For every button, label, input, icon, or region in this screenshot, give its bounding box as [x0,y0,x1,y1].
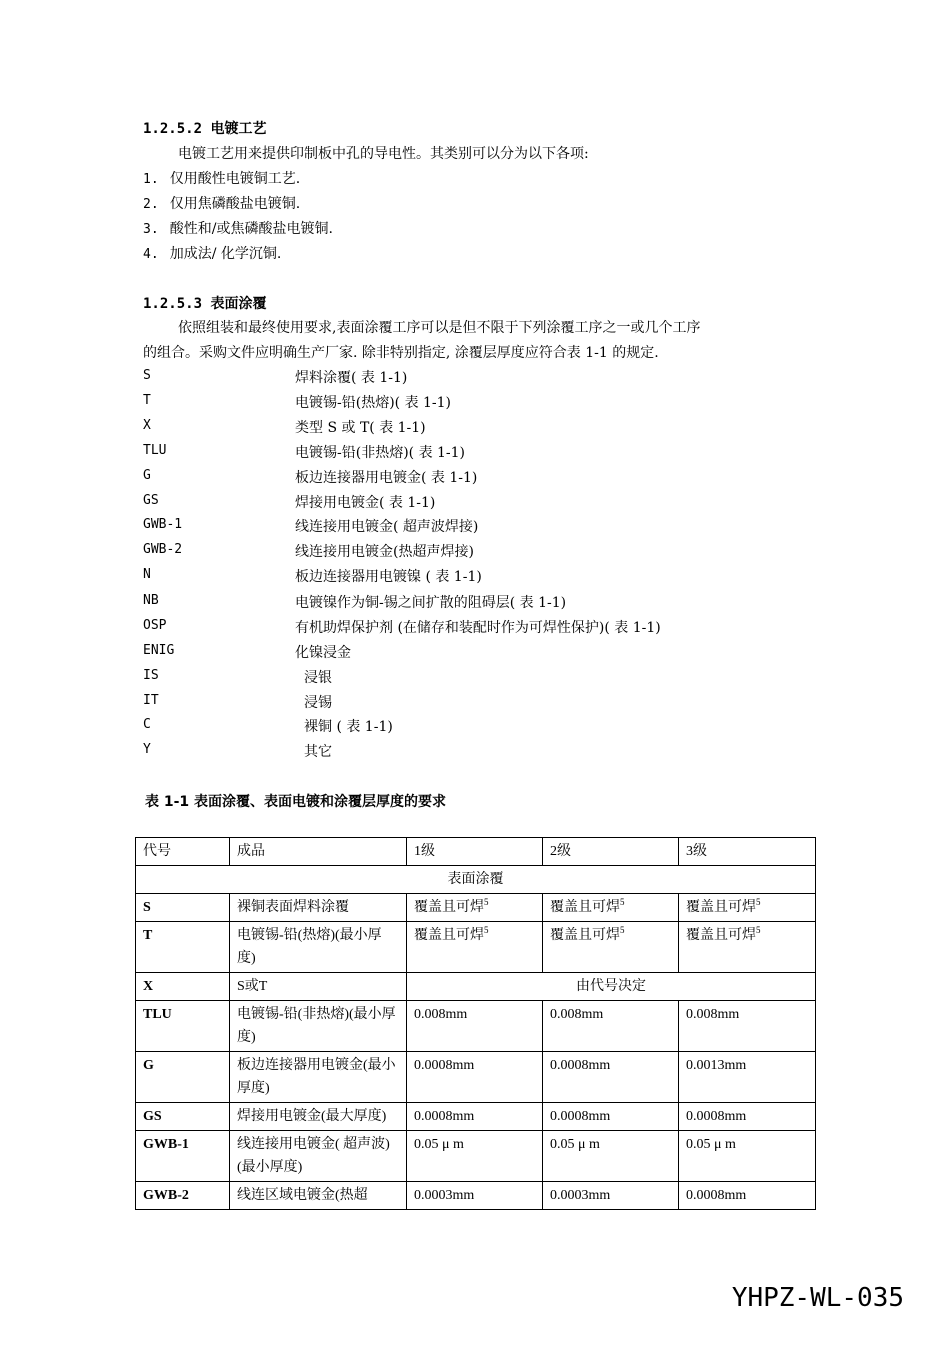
list-item: 2. 仅用焦磷酸盐电镀铜. [143,196,301,212]
code-label: S [143,368,151,383]
code-description: 浸银 [304,670,332,686]
code-label: C [143,717,151,732]
code-description: 类型 S 或 T( 表 1-1) [295,420,426,436]
class1-cell: 0.0003mm [407,1182,543,1210]
code-label: G [143,468,151,483]
code-description: 电镀镍作为铜-锡之间扩散的阻碍层( 表 1-1) [295,595,567,611]
class1-cell: 覆盖且可焊$^5$ [407,922,543,973]
class1-cell: 覆盖且可焊$^5$ [407,894,543,922]
code-label: NB [143,593,159,608]
code-label: OSP [143,618,167,633]
code-label: T [143,393,151,408]
header-cell: 3级 [679,838,816,866]
code-description: 焊接用电镀金( 表 1-1) [295,495,436,511]
section-title: 电镀工艺 [210,121,267,137]
code-label: IT [143,693,159,708]
code-cell: TLU [136,1001,230,1052]
class3-cell: 0.0008mm [679,1103,816,1131]
header-cell: 代号 [136,838,230,866]
header-cell: 1级 [407,838,543,866]
code-cell: GS [136,1103,230,1131]
code-description: 裸铜 ( 表 1-1) [304,719,393,735]
class1-cell: 0.008mm [407,1001,543,1052]
code-description: 焊料涂覆( 表 1-1) [295,370,408,386]
code-label: N [143,567,151,582]
class3-cell: 覆盖且可焊$^5$ [679,922,816,973]
class2-cell: 覆盖且可焊$^5$ [543,894,679,922]
document-id: YHPZ-WL-035 [731,1283,904,1313]
class3-cell: 覆盖且可焊$^5$ [679,894,816,922]
class1-cell: 0.05 μ m [407,1131,543,1182]
code-label: TLU [143,443,167,458]
class2-cell: 0.0003mm [543,1182,679,1210]
class2-cell: 0.0008mm [543,1103,679,1131]
table-caption: 表 1-1 表面涂覆、表面电镀和涂覆层厚度的要求 [145,794,447,810]
code-cell: T [136,922,230,973]
code-description: 板边连接器用电镀金( 表 1-1) [295,470,478,486]
table-row [136,1103,816,1131]
product-cell: 线连区域电镀金(热超 [230,1182,407,1210]
section-intro: 电镀工艺用来提供印制板中孔的导电性。其类别可以分为以下各项: [178,146,589,162]
product-cell: 电镀锡-铅(非热熔)(最小厚度) [230,1001,407,1052]
table-row [136,894,816,922]
list-item: 1. 仅用酸性电镀铜工艺. [143,171,301,187]
list-item: 4. 加成法/ 化学沉铜. [143,246,282,262]
header-cell: 成品 [230,838,407,866]
code-cell: X [136,973,230,1001]
code-cell: GWB-1 [136,1131,230,1182]
class3-cell: 0.0008mm [679,1182,816,1210]
code-description: 线连接用电镀金(热超声焊接) [295,544,474,560]
code-description: 化镍浸金 [295,645,351,661]
code-cell: GWB-2 [136,1182,230,1210]
class2-cell: 0.05 μ m [543,1131,679,1182]
class3-cell: 0.05 μ m [679,1131,816,1182]
table-row [136,922,816,973]
code-label: GWB-2 [143,542,183,557]
code-description: 其它 [304,744,332,760]
class3-cell: 0.0013mm [679,1052,816,1103]
section-paragraph: 依照组装和最终使用要求,表面涂覆工序可以是但不限于下列涂覆工序之一或几个工序 [178,320,701,336]
code-cell: S [136,894,230,922]
code-description: 板边连接器用电镀镍 ( 表 1-1) [295,569,482,585]
class1-cell: 0.0008mm [407,1052,543,1103]
section-heading-surface-coating [143,293,266,313]
code-cell: G [136,1052,230,1103]
product-cell: 裸铜表面焊料涂覆 [230,894,407,922]
coating-thickness-table [135,837,816,1210]
class2-cell: 0.0008mm [543,1052,679,1103]
code-description: 有机助焊保护剂 (在储存和装配时作为可焊性保护)( 表 1-1) [295,620,661,636]
table-row [136,1052,816,1103]
table-group-row [136,866,816,894]
list-item: 3. 酸性和/或焦磷酸盐电镀铜. [143,221,333,237]
product-cell: 电镀锡-铅(热熔)(最小厚度) [230,922,407,973]
table-row [136,1001,816,1052]
code-label: GWB-1 [143,517,183,532]
class2-cell: 覆盖且可焊$^5$ [543,922,679,973]
section-title: 表面涂覆 [210,296,267,312]
class2-cell: 0.008mm [543,1001,679,1052]
table-row [136,1182,816,1210]
code-description: 电镀锡-铅(非热熔)( 表 1-1) [295,445,466,461]
table-row [136,1131,816,1182]
code-label: Y [143,742,151,757]
code-label: X [143,418,151,433]
code-label: ENIG [143,643,175,658]
merged-cell: 由代号决定 [407,973,816,1001]
product-cell: S或T [230,973,407,1001]
product-cell: 线连接用电镀金( 超声波)(最小厚度) [230,1131,407,1182]
code-label: IS [143,668,159,683]
code-description: 浸锡 [304,695,332,711]
product-cell: 焊接用电镀金(最大厚度) [230,1103,407,1131]
class3-cell: 0.008mm [679,1001,816,1052]
table-header-row [136,838,816,866]
section-number: 1.2.5.3 [143,296,203,312]
code-description: 线连接用电镀金( 超声波焊接) [295,519,479,535]
group-cell: 表面涂覆 [136,866,816,894]
section-number: 1.2.5.2 [143,121,203,137]
code-description: 电镀锡-铅(热熔)( 表 1-1) [295,395,452,411]
table-row [136,973,816,1001]
section-paragraph: 的组合。采购文件应明确生产厂家. 除非特别指定, 涂覆层厚度应符合表 1-1 的规定. [143,345,659,361]
code-label: GS [143,493,159,508]
product-cell: 板边连接器用电镀金(最小厚度) [230,1052,407,1103]
header-cell: 2级 [543,838,679,866]
section-heading-electroplating [143,118,266,138]
class1-cell: 0.0008mm [407,1103,543,1131]
